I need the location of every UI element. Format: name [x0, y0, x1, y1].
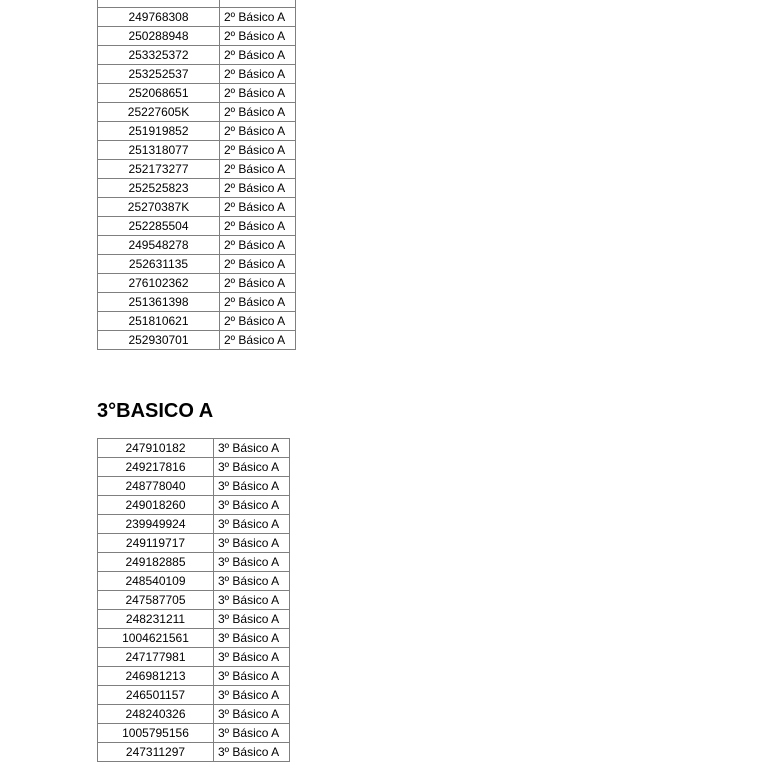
grade-cell: 2º Básico A [220, 122, 296, 141]
table-row [98, 686, 290, 705]
student-id-cell: 247587705 [98, 591, 214, 610]
table-row [98, 439, 290, 458]
student-id-cell: 253325372 [98, 46, 220, 65]
grade-cell: 3º Básico A [214, 458, 290, 477]
grade-cell: 3º Básico A [214, 629, 290, 648]
student-id-cell: 252525823 [98, 179, 220, 198]
student-id-cell: 247177981 [98, 648, 214, 667]
table-row [98, 572, 290, 591]
grade-cell: 2º Básico A [220, 179, 296, 198]
table-row [98, 103, 296, 122]
student-id-cell: 251919852 [98, 122, 220, 141]
student-table-3basico [97, 438, 290, 762]
student-table-2basico [97, 0, 296, 350]
student-id-cell [98, 0, 220, 8]
grade-cell: 3º Básico A [214, 439, 290, 458]
student-table-body [98, 0, 296, 350]
table-row [98, 515, 290, 534]
student-id-cell: 1004621561 [98, 629, 214, 648]
table-row [98, 27, 296, 46]
student-id-cell: 25270387K [98, 198, 220, 217]
student-id-cell: 249119717 [98, 534, 214, 553]
table-row [98, 274, 296, 293]
table-row [98, 553, 290, 572]
table-row [98, 198, 296, 217]
grade-cell: 3º Básico A [214, 686, 290, 705]
grade-cell: 2º Básico A [220, 84, 296, 103]
grade-cell: 3º Básico A [214, 477, 290, 496]
table-row [98, 8, 296, 27]
table-row [98, 122, 296, 141]
table-row [98, 496, 290, 515]
grade-cell: 3º Básico A [214, 743, 290, 762]
table-row [98, 591, 290, 610]
table-row [98, 293, 296, 312]
student-table-body [98, 439, 290, 762]
table-row [98, 629, 290, 648]
student-id-cell: 247910182 [98, 439, 214, 458]
table-row [98, 534, 290, 553]
student-id-cell: 25227605K [98, 103, 220, 122]
student-id-cell: 253252537 [98, 65, 220, 84]
student-id-cell: 250288948 [98, 27, 220, 46]
student-id-cell: 252173277 [98, 160, 220, 179]
table-row [98, 236, 296, 255]
student-id-cell: 251318077 [98, 141, 220, 160]
grade-cell: 3º Básico A [214, 610, 290, 629]
grade-cell: 2º Básico A [220, 331, 296, 350]
student-id-cell: 252930701 [98, 331, 220, 350]
table-row [98, 0, 296, 8]
table-row [98, 458, 290, 477]
grade-cell: 3º Básico A [214, 515, 290, 534]
table-row [98, 705, 290, 724]
student-id-cell: 248778040 [98, 477, 214, 496]
grade-cell: 2º Básico A [220, 141, 296, 160]
student-id-cell: 252285504 [98, 217, 220, 236]
student-id-cell: 248240326 [98, 705, 214, 724]
student-id-cell: 246501157 [98, 686, 214, 705]
table-row [98, 648, 290, 667]
grade-cell: 3º Básico A [214, 553, 290, 572]
table-row [98, 160, 296, 179]
table-row [98, 724, 290, 743]
student-id-cell: 249018260 [98, 496, 214, 515]
student-id-cell: 249182885 [98, 553, 214, 572]
student-id-cell: 248231211 [98, 610, 214, 629]
table-row [98, 331, 296, 350]
grade-cell [220, 0, 296, 8]
grade-cell: 3º Básico A [214, 572, 290, 591]
grade-cell: 2º Básico A [220, 312, 296, 331]
grade-cell: 2º Básico A [220, 8, 296, 27]
student-id-cell: 276102362 [98, 274, 220, 293]
grade-cell: 2º Básico A [220, 255, 296, 274]
student-id-cell: 249548278 [98, 236, 220, 255]
student-id-cell: 249768308 [98, 8, 220, 27]
table-row [98, 477, 290, 496]
student-id-cell: 246981213 [98, 667, 214, 686]
student-id-cell: 252068651 [98, 84, 220, 103]
table-row [98, 179, 296, 198]
grade-cell: 3º Básico A [214, 496, 290, 515]
grade-cell: 2º Básico A [220, 217, 296, 236]
grade-cell: 3º Básico A [214, 591, 290, 610]
student-id-cell: 251810621 [98, 312, 220, 331]
table-row [98, 255, 296, 274]
table-row [98, 312, 296, 331]
grade-cell: 2º Básico A [220, 198, 296, 217]
grade-cell: 2º Básico A [220, 46, 296, 65]
table-row [98, 65, 296, 84]
table-row [98, 217, 296, 236]
table-row [98, 610, 290, 629]
grade-cell: 2º Básico A [220, 293, 296, 312]
grade-cell: 3º Básico A [214, 667, 290, 686]
grade-cell: 2º Básico A [220, 27, 296, 46]
grade-cell: 2º Básico A [220, 160, 296, 179]
grade-cell: 3º Básico A [214, 724, 290, 743]
table-row [98, 667, 290, 686]
grade-cell: 3º Básico A [214, 534, 290, 553]
student-id-cell: 247311297 [98, 743, 214, 762]
grade-cell: 2º Básico A [220, 103, 296, 122]
grade-cell: 3º Básico A [214, 705, 290, 724]
table-row [98, 46, 296, 65]
student-id-cell: 248540109 [98, 572, 214, 591]
section-heading-3basico: 3°BASICO A [97, 400, 214, 422]
grade-cell: 2º Básico A [220, 65, 296, 84]
table-row [98, 743, 290, 762]
student-id-cell: 252631135 [98, 255, 220, 274]
grade-cell: 2º Básico A [220, 236, 296, 255]
grade-cell: 2º Básico A [220, 274, 296, 293]
student-id-cell: 239949924 [98, 515, 214, 534]
table-row [98, 141, 296, 160]
grade-cell: 3º Básico A [214, 648, 290, 667]
table-row [98, 84, 296, 103]
student-id-cell: 1005795156 [98, 724, 214, 743]
student-id-cell: 251361398 [98, 293, 220, 312]
student-id-cell: 249217816 [98, 458, 214, 477]
